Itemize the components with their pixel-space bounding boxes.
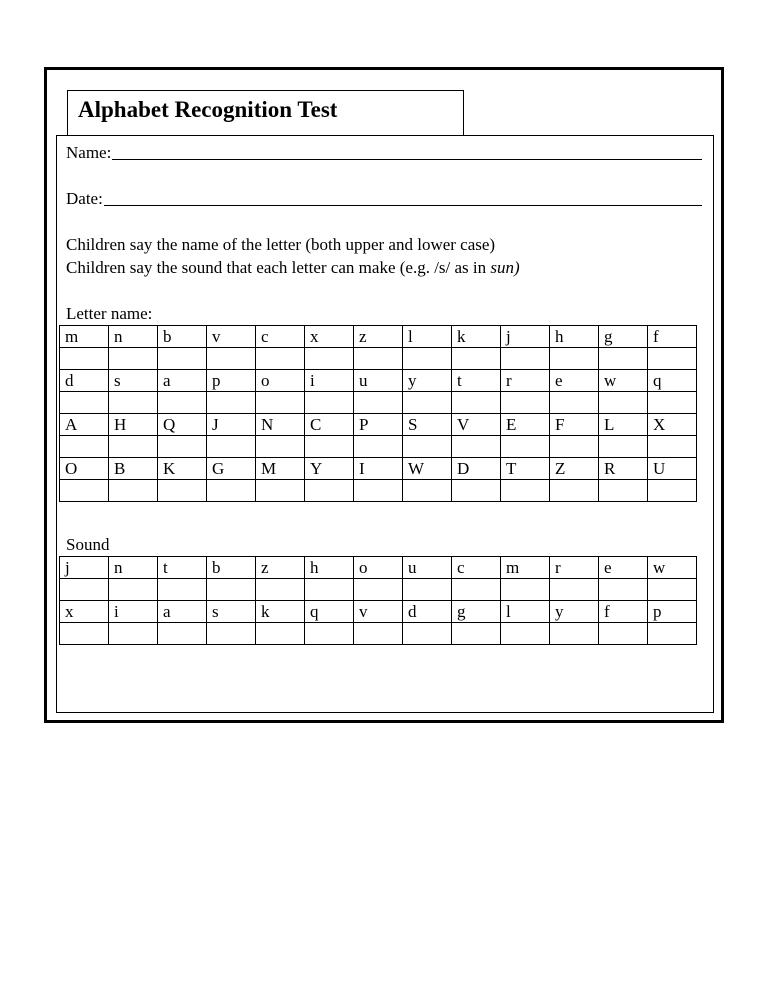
- letter-name-letter-cell: u: [354, 370, 403, 392]
- letter-name-answer-cell[interactable]: [452, 480, 501, 502]
- letter-name-answer-row: [60, 392, 697, 414]
- letter-name-letter-row: [60, 370, 697, 392]
- letter-name-answer-cell[interactable]: [354, 480, 403, 502]
- sound-letter-cell: z: [256, 557, 305, 579]
- letter-name-letter-cell: w: [599, 370, 648, 392]
- sound-letter-cell: p: [648, 601, 697, 623]
- sound-answer-cell[interactable]: [207, 579, 256, 601]
- letter-name-letter-cell: S: [403, 414, 452, 436]
- letter-name-answer-cell[interactable]: [109, 348, 158, 370]
- sound-letter-cell: j: [60, 557, 109, 579]
- letter-name-letter-cell: W: [403, 458, 452, 480]
- letter-name-answer-cell[interactable]: [599, 436, 648, 458]
- letter-name-answer-cell[interactable]: [599, 348, 648, 370]
- letter-name-answer-cell[interactable]: [158, 480, 207, 502]
- letter-name-letter-cell: p: [207, 370, 256, 392]
- letter-name-letter-row: [60, 458, 697, 480]
- letter-name-answer-cell[interactable]: [256, 348, 305, 370]
- letter-name-answer-cell[interactable]: [158, 348, 207, 370]
- letter-name-answer-cell[interactable]: [207, 392, 256, 414]
- letter-name-letter-cell: a: [158, 370, 207, 392]
- letter-name-letter-cell: h: [550, 326, 599, 348]
- letter-name-letter-cell: P: [354, 414, 403, 436]
- sound-letter-cell: i: [109, 601, 158, 623]
- letter-name-answer-cell[interactable]: [305, 436, 354, 458]
- sound-letter-cell: v: [354, 601, 403, 623]
- instruction-line-2: [66, 258, 520, 278]
- letter-name-letter-cell: L: [599, 414, 648, 436]
- sound-letter-cell: t: [158, 557, 207, 579]
- sound-letter-cell: x: [60, 601, 109, 623]
- letter-name-answer-cell[interactable]: [207, 348, 256, 370]
- date-line[interactable]: [104, 205, 702, 206]
- letter-name-letter-cell: Q: [158, 414, 207, 436]
- letter-name-letter-cell: o: [256, 370, 305, 392]
- sound-answer-cell[interactable]: [403, 579, 452, 601]
- letter-name-answer-cell[interactable]: [207, 436, 256, 458]
- sound-letter-row: [60, 557, 697, 579]
- letter-name-letter-cell: j: [501, 326, 550, 348]
- letter-name-letter-cell: d: [60, 370, 109, 392]
- letter-name-letter-cell: e: [550, 370, 599, 392]
- sound-grid: [59, 556, 697, 645]
- letter-name-letter-cell: q: [648, 370, 697, 392]
- sound-answer-cell[interactable]: [256, 579, 305, 601]
- letter-name-letter-cell: F: [550, 414, 599, 436]
- letter-name-grid: [59, 325, 697, 502]
- letter-name-answer-cell[interactable]: [452, 436, 501, 458]
- letter-name-answer-cell[interactable]: [158, 392, 207, 414]
- letter-name-answer-row: [60, 480, 697, 502]
- letter-name-letter-cell: X: [648, 414, 697, 436]
- letter-name-letter-cell: N: [256, 414, 305, 436]
- letter-name-answer-cell[interactable]: [256, 480, 305, 502]
- sound-answer-row: [60, 623, 697, 645]
- sound-answer-cell[interactable]: [207, 623, 256, 645]
- letter-name-letter-cell: s: [109, 370, 158, 392]
- letter-name-answer-cell[interactable]: [501, 348, 550, 370]
- sound-answer-cell[interactable]: [403, 623, 452, 645]
- sound-letter-cell: q: [305, 601, 354, 623]
- letter-name-answer-cell[interactable]: [403, 436, 452, 458]
- sound-letter-cell: o: [354, 557, 403, 579]
- sound-answer-cell[interactable]: [648, 579, 697, 601]
- letter-name-answer-cell[interactable]: [648, 392, 697, 414]
- letter-name-answer-cell[interactable]: [60, 480, 109, 502]
- letter-name-answer-cell[interactable]: [550, 392, 599, 414]
- date-label: Date:: [66, 189, 103, 208]
- letter-name-letter-cell: c: [256, 326, 305, 348]
- letter-name-answer-cell[interactable]: [648, 480, 697, 502]
- sound-letter-cell: u: [403, 557, 452, 579]
- sound-label: Sound: [66, 535, 110, 554]
- letter-name-letter-cell: i: [305, 370, 354, 392]
- sound-letter-cell: n: [109, 557, 158, 579]
- instruction-line-2-text: Children say the sound that each letter can make (e.g. /s/ as in: [66, 258, 491, 277]
- letter-name-answer-cell[interactable]: [207, 480, 256, 502]
- letter-name-letter-cell: f: [648, 326, 697, 348]
- letter-name-label: Letter name:: [66, 304, 153, 323]
- instruction-example-word: sun): [490, 258, 520, 277]
- letter-name-answer-row: [60, 348, 697, 370]
- letter-name-answer-cell[interactable]: [403, 392, 452, 414]
- letter-name-answer-cell[interactable]: [501, 436, 550, 458]
- letter-name-answer-cell[interactable]: [158, 436, 207, 458]
- letter-name-answer-cell[interactable]: [648, 348, 697, 370]
- letter-name-letter-cell: T: [501, 458, 550, 480]
- letter-name-letter-cell: V: [452, 414, 501, 436]
- sound-answer-cell[interactable]: [109, 623, 158, 645]
- sound-answer-cell[interactable]: [60, 579, 109, 601]
- sound-answer-cell[interactable]: [599, 579, 648, 601]
- letter-name-answer-row: [60, 436, 697, 458]
- letter-name-letter-cell: M: [256, 458, 305, 480]
- letter-name-letter-cell: G: [207, 458, 256, 480]
- letter-name-answer-cell[interactable]: [550, 436, 599, 458]
- letter-name-answer-cell[interactable]: [354, 392, 403, 414]
- letter-name-answer-cell[interactable]: [305, 480, 354, 502]
- letter-name-letter-cell: C: [305, 414, 354, 436]
- name-field[interactable]: [66, 143, 702, 163]
- letter-name-letter-cell: v: [207, 326, 256, 348]
- sound-letter-cell: l: [501, 601, 550, 623]
- name-label: Name:: [66, 143, 112, 162]
- sound-answer-cell[interactable]: [158, 623, 207, 645]
- letter-name-letter-cell: Z: [550, 458, 599, 480]
- sound-letter-cell: e: [599, 557, 648, 579]
- letter-name-letter-cell: R: [599, 458, 648, 480]
- sound-answer-cell[interactable]: [305, 579, 354, 601]
- letter-name-letter-cell: O: [60, 458, 109, 480]
- sound-letter-cell: h: [305, 557, 354, 579]
- letter-name-answer-cell[interactable]: [354, 436, 403, 458]
- sound-letter-row: [60, 601, 697, 623]
- sound-letter-cell: b: [207, 557, 256, 579]
- sound-answer-cell[interactable]: [648, 623, 697, 645]
- letter-name-answer-cell[interactable]: [403, 480, 452, 502]
- letter-name-letter-cell: b: [158, 326, 207, 348]
- sound-answer-cell[interactable]: [452, 579, 501, 601]
- letter-name-answer-cell[interactable]: [60, 436, 109, 458]
- sound-answer-cell[interactable]: [305, 623, 354, 645]
- sound-letter-cell: d: [403, 601, 452, 623]
- sound-answer-cell[interactable]: [501, 623, 550, 645]
- letter-name-answer-cell[interactable]: [354, 348, 403, 370]
- letter-name-letter-cell: k: [452, 326, 501, 348]
- date-field[interactable]: [66, 189, 702, 209]
- sound-letter-cell: a: [158, 601, 207, 623]
- letter-name-answer-cell[interactable]: [501, 392, 550, 414]
- sound-answer-cell[interactable]: [354, 623, 403, 645]
- letter-name-letter-cell: m: [60, 326, 109, 348]
- letter-name-letter-cell: t: [452, 370, 501, 392]
- letter-name-answer-cell[interactable]: [305, 392, 354, 414]
- letter-name-letter-row: [60, 326, 697, 348]
- sound-answer-cell[interactable]: [550, 579, 599, 601]
- sound-answer-row: [60, 579, 697, 601]
- sound-letter-cell: m: [501, 557, 550, 579]
- letter-name-answer-cell[interactable]: [60, 348, 109, 370]
- letter-name-answer-cell[interactable]: [501, 480, 550, 502]
- sound-letter-cell: f: [599, 601, 648, 623]
- letter-name-letter-cell: I: [354, 458, 403, 480]
- sound-answer-cell[interactable]: [60, 623, 109, 645]
- letter-name-letter-row: [60, 414, 697, 436]
- sound-letter-cell: w: [648, 557, 697, 579]
- letter-name-answer-cell[interactable]: [403, 348, 452, 370]
- sound-letter-cell: y: [550, 601, 599, 623]
- letter-name-answer-cell[interactable]: [256, 392, 305, 414]
- letter-name-letter-cell: g: [599, 326, 648, 348]
- sound-answer-cell[interactable]: [452, 623, 501, 645]
- page-title: Alphabet Recognition Test: [78, 97, 338, 122]
- letter-name-answer-cell[interactable]: [256, 436, 305, 458]
- letter-name-answer-cell[interactable]: [599, 480, 648, 502]
- letter-name-answer-cell[interactable]: [599, 392, 648, 414]
- sound-letter-cell: s: [207, 601, 256, 623]
- sound-letter-cell: k: [256, 601, 305, 623]
- sound-answer-cell[interactable]: [109, 579, 158, 601]
- sound-answer-cell[interactable]: [599, 623, 648, 645]
- letter-name-letter-cell: E: [501, 414, 550, 436]
- letter-name-letter-cell: z: [354, 326, 403, 348]
- letter-name-answer-cell[interactable]: [109, 436, 158, 458]
- letter-name-letter-cell: A: [60, 414, 109, 436]
- name-line[interactable]: [112, 159, 702, 160]
- sound-letter-cell: c: [452, 557, 501, 579]
- sound-answer-cell[interactable]: [158, 579, 207, 601]
- sound-answer-cell[interactable]: [354, 579, 403, 601]
- letter-name-letter-cell: r: [501, 370, 550, 392]
- letter-name-letter-cell: l: [403, 326, 452, 348]
- letter-name-answer-cell[interactable]: [550, 348, 599, 370]
- letter-name-letter-cell: x: [305, 326, 354, 348]
- letter-name-answer-cell[interactable]: [452, 348, 501, 370]
- sound-letter-cell: r: [550, 557, 599, 579]
- letter-name-letter-cell: H: [109, 414, 158, 436]
- letter-name-letter-cell: J: [207, 414, 256, 436]
- letter-name-letter-cell: D: [452, 458, 501, 480]
- letter-name-answer-cell[interactable]: [452, 392, 501, 414]
- letter-name-letter-cell: n: [109, 326, 158, 348]
- sound-answer-cell[interactable]: [501, 579, 550, 601]
- letter-name-answer-cell[interactable]: [109, 392, 158, 414]
- sound-answer-cell[interactable]: [550, 623, 599, 645]
- letter-name-letter-cell: Y: [305, 458, 354, 480]
- letter-name-answer-cell[interactable]: [305, 348, 354, 370]
- letter-name-answer-cell[interactable]: [109, 480, 158, 502]
- instruction-line-1: Children say the name of the letter (both upper and lower case): [66, 235, 496, 254]
- letter-name-answer-cell[interactable]: [60, 392, 109, 414]
- letter-name-letter-cell: K: [158, 458, 207, 480]
- letter-name-letter-cell: U: [648, 458, 697, 480]
- letter-name-letter-cell: B: [109, 458, 158, 480]
- sound-letter-cell: g: [452, 601, 501, 623]
- title-box: [67, 90, 464, 135]
- letter-name-answer-cell[interactable]: [550, 480, 599, 502]
- letter-name-letter-cell: y: [403, 370, 452, 392]
- sound-answer-cell[interactable]: [256, 623, 305, 645]
- letter-name-answer-cell[interactable]: [648, 436, 697, 458]
